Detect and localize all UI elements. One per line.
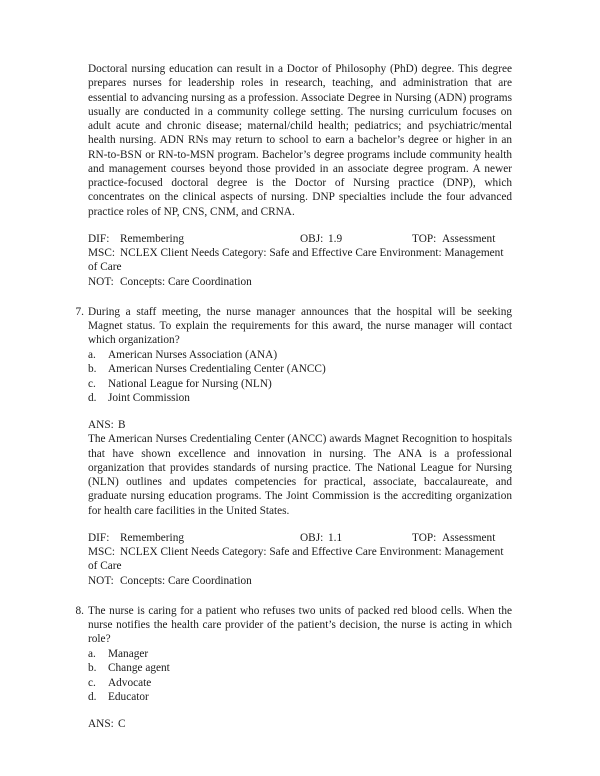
answer-value: B: [118, 419, 126, 431]
option-b[interactable]: [88, 362, 514, 376]
option-c-letter: c.: [88, 676, 96, 689]
question-7-options: [88, 348, 514, 405]
question-8-number: 8.: [75, 604, 84, 617]
question-8-answer: [88, 717, 514, 731]
metadata-obj: [300, 232, 342, 246]
option-a-text: American Nurses Association (ANA): [108, 349, 278, 361]
not-value: Concepts: Care Coordination: [120, 275, 252, 288]
metadata-msc: [88, 545, 514, 574]
question-7-rationale: The American Nurses Credentialing Center (ANCC) awards Magnet Recognition to hospitals that have shown excellence and innovation in nursing. The ANA is a professional organization that provides standards of nursing practice. The National League for Nursing (NLN) outlines and updates competencies for practical, associate, baccalaureate, and graduate nursing education programs. The Joint Commission is the accrediting organization for health care facilities in the United States.: [88, 433, 512, 517]
answer-value: C: [118, 718, 126, 730]
metadata-block-1: [88, 232, 514, 289]
spacer: [70, 704, 514, 717]
metadata-row-dif-obj-top: [88, 232, 514, 246]
option-c-text: National League for Nursing (NLN): [108, 377, 272, 390]
option-d-text: Joint Commission: [108, 391, 190, 404]
dif-value: Remembering: [120, 531, 184, 544]
option-b-letter: b.: [88, 363, 97, 376]
question-8-stem: The nurse is caring for a patient who refuses two units of packed red blood cells. When the nurse notifies the health care provider of the patient’s decision, the nurse is acting in which role?: [88, 604, 512, 646]
msc-value: NCLEX Client Needs Category: Safe and Effective Care Environment: Management of Care: [88, 247, 504, 274]
question-7: [70, 305, 514, 348]
obj-label: OBJ:: [300, 232, 324, 245]
option-b-letter: b.: [88, 662, 97, 675]
option-b-text: Change agent: [108, 662, 170, 675]
metadata-obj: [300, 531, 342, 545]
metadata-top: [412, 232, 495, 246]
metadata-msc: [88, 246, 514, 275]
obj-value: 1.1: [328, 531, 343, 544]
top-value: Assessment: [442, 531, 496, 544]
spacer: [70, 219, 514, 232]
top-label: TOP:: [412, 531, 437, 544]
question-8-options: [88, 647, 514, 704]
metadata-not: [88, 275, 514, 289]
option-c[interactable]: [88, 676, 514, 690]
spacer: [70, 518, 514, 531]
dif-label: DIF:: [88, 531, 110, 544]
metadata-not: [88, 574, 514, 588]
option-d[interactable]: [88, 690, 514, 704]
metadata-block-2: [88, 531, 514, 588]
dif-value: Remembering: [120, 232, 184, 245]
top-label: TOP:: [412, 232, 437, 245]
spacer: [70, 405, 514, 418]
option-c-text: Advocate: [108, 676, 152, 689]
dif-label: DIF:: [88, 232, 110, 245]
not-label: NOT:: [88, 275, 114, 288]
metadata-top: [412, 531, 495, 545]
option-a-letter: a.: [88, 648, 96, 660]
option-d-letter: d.: [88, 391, 97, 404]
spacer: [70, 588, 514, 604]
option-b[interactable]: [88, 661, 514, 675]
option-a-letter: a.: [88, 349, 96, 361]
question-7-number: 7.: [75, 305, 84, 318]
not-value: Concepts: Care Coordination: [120, 574, 252, 587]
metadata-dif: [88, 531, 184, 545]
answer-label: ANS:: [88, 419, 114, 431]
msc-label: MSC:: [88, 546, 116, 558]
obj-label: OBJ:: [300, 531, 324, 544]
option-c[interactable]: [88, 377, 514, 391]
spacer: [70, 289, 514, 305]
obj-value: 1.9: [328, 232, 343, 245]
msc-value: NCLEX Client Needs Category: Safe and Effective Care Environment: Management of Care: [88, 546, 504, 573]
option-d[interactable]: [88, 391, 514, 405]
question-7-stem: During a staff meeting, the nurse manager announces that the hospital will be seeking Magnet status. To explain the requirements for this award, the nurse manager will contact which organization?: [88, 305, 512, 347]
page-content: [70, 62, 514, 731]
option-a-text: Manager: [108, 648, 149, 660]
answer-label: ANS:: [88, 718, 114, 730]
metadata-row-dif-obj-top: [88, 531, 514, 545]
msc-label: MSC:: [88, 247, 116, 259]
question-7-answer: [88, 418, 514, 432]
option-d-text: Educator: [108, 690, 149, 703]
option-c-letter: c.: [88, 377, 96, 390]
rationale-paragraph-top: Doctoral nursing education can result in a Doctor of Philosophy (PhD) degree. This degree prepares nurses for leadership roles in research, teaching, and administration that are essential to advancing nursing as a profession. Associate Degree in Nursing (ADN) programs usually are conducted in a community college setting. The nursing curriculum focuses on adult acute and chronic disease; maternal/child health; pediatrics; and psychiatric/mental health nursing. ADN RNs may return to school to earn a bachelor’s degree or higher in an RN-to-BSN or RN-to-MSN program. Bachelor’s degree programs include community health and management courses beyond those provided in an associate degree program. A newer practice-focused doctoral degree is the Doctor of Nursing practice (DNP), which concentrates on the clinical aspects of nursing. DNP specialties include the four advanced practice roles of NP, CNS, CNM, and CRNA.: [88, 63, 512, 218]
not-label: NOT:: [88, 574, 114, 587]
option-d-letter: d.: [88, 690, 97, 703]
option-a[interactable]: [88, 647, 514, 661]
option-a[interactable]: [88, 348, 514, 362]
option-b-text: American Nurses Credentialing Center (ANCC): [108, 363, 326, 376]
question-8: [70, 604, 514, 647]
metadata-dif: [88, 232, 184, 246]
top-value: Assessment: [442, 232, 496, 245]
